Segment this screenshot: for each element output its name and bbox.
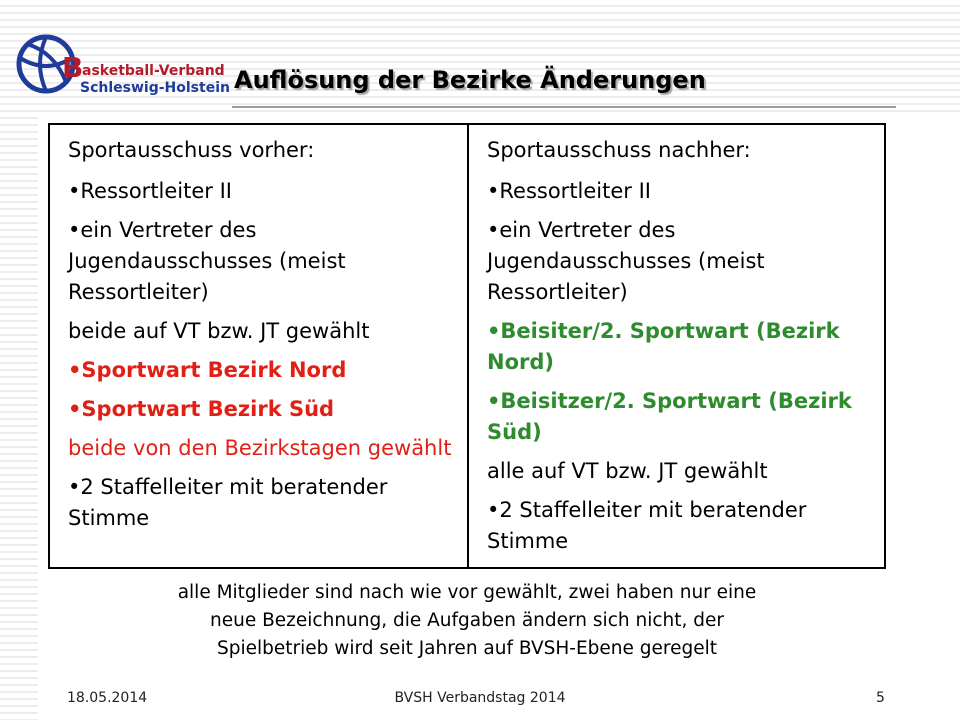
list-item: •Beisiter/2. Sportwart (Bezirk Nord) <box>487 319 840 374</box>
footer-date: 18.05.2014 <box>67 690 148 706</box>
slide-number: 5 <box>876 690 885 706</box>
logo-line2: Schleswig-Holstein <box>80 80 230 96</box>
footnote-line: alle Mitglieder sind nach wie vor gewählt, zwei haben nur eine <box>177 582 757 603</box>
list-item: •Ressortleiter II <box>68 179 232 203</box>
list-item: •ein Vertreter des Jugendausschusses (meist Ressortleiter) <box>68 218 346 304</box>
list-item: •Ressortleiter II <box>487 179 651 203</box>
footnote <box>48 579 886 663</box>
list-item: •2 Staffelleiter mit beratender Stimme <box>487 498 807 553</box>
column-before-header: Sportausschuss vorher: <box>68 138 315 162</box>
list-item: •Sportwart Bezirk Nord <box>68 358 347 382</box>
list-item: beide auf VT bzw. JT gewählt <box>68 319 370 343</box>
footer-title: BVSH Verbandstag 2014 <box>394 690 566 706</box>
column-after-header: Sportausschuss nachher: <box>487 138 751 162</box>
list-item: •2 Staffelleiter mit beratender Stimme <box>68 475 388 530</box>
title-divider <box>232 106 896 108</box>
basketball-icon <box>10 30 240 110</box>
footnote-line: neue Bezeichnung, die Aufgaben ändern sich nicht, der <box>210 610 724 631</box>
slide-title: Auflösung der Bezirke Änderungen <box>234 66 706 94</box>
list-item: •ein Vertreter des Jugendausschusses (meist Ressortleiter) <box>487 218 765 304</box>
footnote-line: Spielbetrieb wird seit Jahren auf BVSH-Ebene geregelt <box>216 638 718 659</box>
logo-initial: B <box>62 51 84 84</box>
comparison-table <box>48 123 886 569</box>
column-before <box>50 125 467 567</box>
list-item: •Sportwart Bezirk Süd <box>68 397 335 421</box>
list-item: •Beisitzer/2. Sportwart (Bezirk Süd) <box>487 389 852 444</box>
list-item: beide von den Bezirkstagen gewählt <box>68 436 452 460</box>
logo-line1: asketball-Verband <box>82 63 225 79</box>
column-after <box>467 125 884 567</box>
list-item: alle auf VT bzw. JT gewählt <box>487 459 768 483</box>
bvsh-logo <box>10 30 240 110</box>
